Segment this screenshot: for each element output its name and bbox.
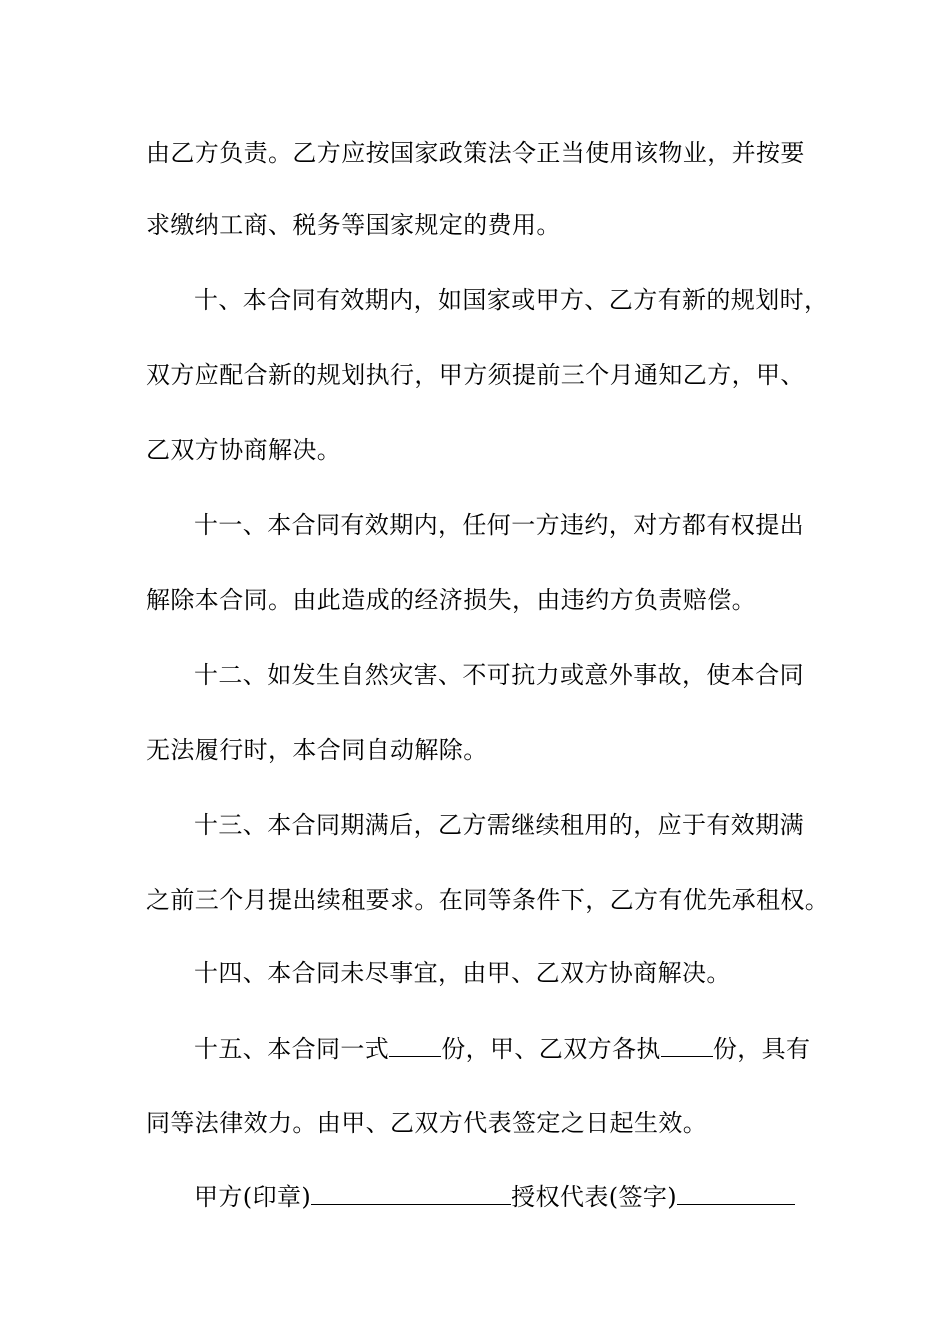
party-a-seal-blank[interactable] <box>311 1182 511 1205</box>
text-line: 求缴纳工商、税务等国家规定的费用。 <box>146 211 561 239</box>
clause-13-line-1: 十三、本合同期满后，乙方需继续租用的，应于有效期满 <box>194 811 804 839</box>
clause-10-line-1: 十、本合同有效期内，如国家或甲方、乙方有新的规划时， <box>194 286 829 314</box>
clause-15-text-3: 份，具有 <box>712 1035 811 1063</box>
party-a-seal-label: 甲方(印章) <box>194 1183 312 1211</box>
clause-15-text-1: 十五、本合同一式 <box>194 1035 390 1063</box>
clause-13-line-2: 之前三个月提出续租要求。在同等条件下，乙方有优先承租权。 <box>146 886 830 914</box>
clause-10-line-3: 乙双方协商解决。 <box>146 436 342 464</box>
clause-12-line-1: 十二、如发生自然灾害、不可抗力或意外事故，使本合同 <box>194 661 804 689</box>
copies-total-blank[interactable] <box>389 1034 441 1057</box>
clause-15-line-2: 同等法律效力。由甲、乙双方代表签定之日起生效。 <box>146 1109 708 1137</box>
clause-10-line-2: 双方应配合新的规划执行，甲方须提前三个月通知乙方，甲、 <box>146 361 805 389</box>
text-line: 由乙方负责。乙方应按国家政策法令正当使用该物业，并按要 <box>146 139 805 167</box>
clause-12-line-2: 无法履行时，本合同自动解除。 <box>146 736 488 764</box>
clause-11-line-2: 解除本合同。由此造成的经济损失，由违约方负责赔偿。 <box>146 586 756 614</box>
authorized-rep-signature-blank[interactable] <box>677 1182 795 1205</box>
clause-11-line-1: 十一、本合同有效期内，任何一方违约，对方都有权提出 <box>194 511 804 539</box>
authorized-rep-label: 授权代表(签字) <box>511 1183 678 1211</box>
clause-15-text-2: 份，甲、乙双方各执 <box>441 1035 661 1063</box>
copies-each-blank[interactable] <box>661 1034 713 1057</box>
clause-14-line-1: 十四、本合同未尽事宜，由甲、乙双方协商解决。 <box>194 959 731 987</box>
clause-15-line-1 <box>194 1034 894 1064</box>
signature-line <box>194 1182 894 1212</box>
